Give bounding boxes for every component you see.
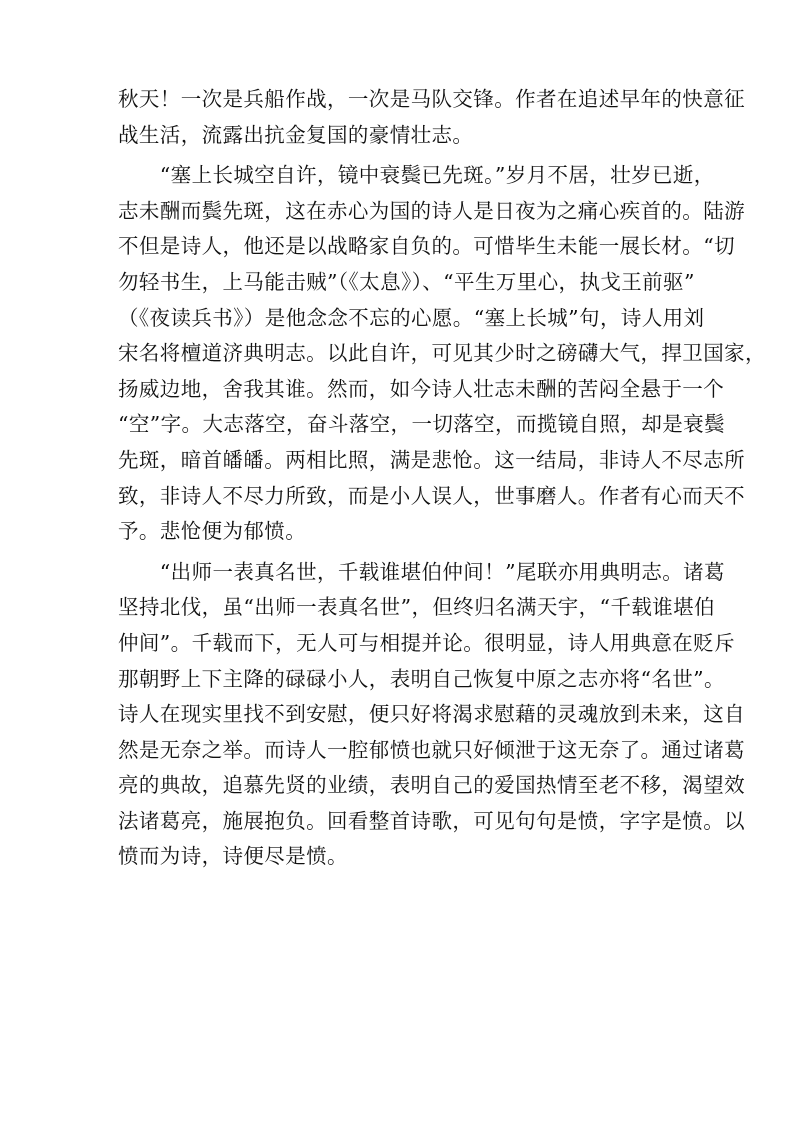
text-line: 扬威边地，舍我其谁。然而，如今诗人壮志未酬的苦闷全悬于一个 xyxy=(118,376,725,401)
text-line: 勿轻书生，上马能击贼”（《太息》）、“平生万里心，执戈王前驱” xyxy=(118,269,695,294)
text-line: （《夜读兵书》）是他念念不忘的心愿。“塞上长城”句，诗人用刘 xyxy=(118,305,705,330)
text-line: 法诸葛亮，施展抱负。回看整首诗歌，可见句句是愤，字字是愤。以 xyxy=(118,808,745,833)
text-line: 诗人在现实里找不到安慰，便只好将渴求慰藉的灵魂放到未来，这自 xyxy=(118,702,745,727)
text-line: 亮的典故，追慕先贤的业绩，表明自己的爱国热情至老不移，渴望效 xyxy=(118,773,745,798)
text-line: 志未酬而鬓先斑，这在赤心为国的诗人是日夜为之痛心疾首的。陆游 xyxy=(118,198,745,223)
text-line: 仲间”。千载而下，无人可与相提并论。很明显，诗人用典意在贬斥 xyxy=(118,630,735,655)
text-line: “空”字。大志落空，奋斗落空，一切落空，而揽镜自照，却是衰鬓 xyxy=(118,412,725,437)
paragraph-3 xyxy=(118,555,745,875)
text-line: 坚持北伐，虽“出师一表真名世”，但终归名满天宇，“千载谁堪伯 xyxy=(118,595,715,620)
text-line: 不但是诗人，他还是以战略家自负的。可惜毕生未能一展长材。“切 xyxy=(118,234,735,259)
text-line: 宋名将檀道济典明志。以此自许，可见其少时之磅礴大气，捍卫国家， xyxy=(118,341,766,366)
document-page xyxy=(118,82,766,875)
text-line: 战生活，流露出抗金复国的豪情壮志。 xyxy=(118,122,474,147)
text-line: “出师一表真名世，千载谁堪伯仲间！”尾联亦用典明志。诸葛 xyxy=(118,559,725,584)
text-line: 然是无奈之举。而诗人一腔郁愤也就只好倾泄于这无奈了。通过诸葛 xyxy=(118,737,745,762)
paragraph-1 xyxy=(118,82,745,153)
paragraph-2 xyxy=(118,158,766,550)
text-line: “塞上长城空自许，镜中衰鬓已先斑。”岁月不居，壮岁已逝， xyxy=(118,163,715,188)
text-line: 先斑，暗首皤皤。两相比照，满是悲怆。这一结局，非诗人不尽志所 xyxy=(118,447,745,472)
text-line: 愤而为诗，诗便尽是愤。 xyxy=(118,844,348,869)
text-line: 予。悲怆便为郁愤。 xyxy=(118,519,307,544)
text-line: 秋天！一次是兵船作战，一次是马队交锋。作者在追述早年的快意征 xyxy=(118,87,745,111)
text-line: 致，非诗人不尽力所致，而是小人误人，世事磨人。作者有心而天不 xyxy=(118,483,745,508)
text-line: 那朝野上下主降的碌碌小人，表明自己恢复中原之志亦将“名世”。 xyxy=(118,666,725,691)
